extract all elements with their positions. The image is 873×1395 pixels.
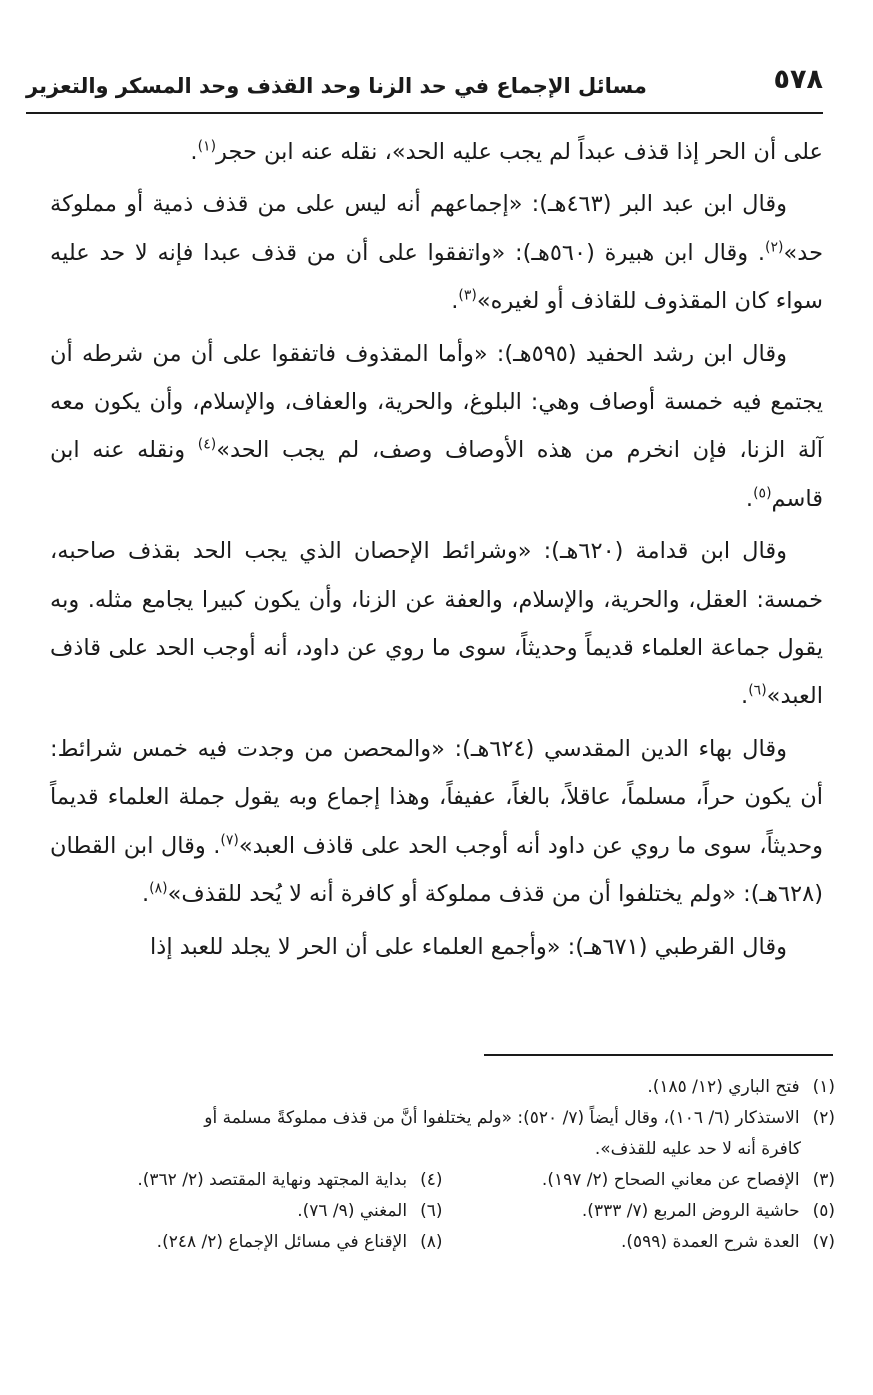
paragraph-text: .: [745, 485, 754, 512]
footnote-text: حاشية الروض المربع (٧/ ٣٣٣).: [581, 1201, 800, 1221]
paragraph-1: [50, 128, 823, 176]
footnote-text: الإفصاح عن معاني الصحاح (٢/ ١٩٧).: [541, 1170, 800, 1190]
paragraph-text: وقال ابن قدامة (٦٢٠هـ): «وشرائط الإحصان الذي يجب الحد بقذف صاحبه، خمسة: العقل، والحرية، والإسلام، والعفة عن الزنا، وأن يكون كبيرا يجامع مثله. وبه يقول جماعة العلماء قديماً وحديثاً، سوى ما روي عن داود، أنه أوجب الحد على قاذف العبد»: [50, 538, 823, 710]
footnote-7: [443, 1227, 836, 1258]
footnote-3: [443, 1165, 836, 1196]
footnote-row-3-4: [50, 1165, 835, 1196]
footnote-1: [50, 1072, 835, 1103]
paragraph-text: وقال بهاء الدين المقدسي (٦٢٤هـ): «والمحصن من وجدت فيه خمس شرائط: أن يكون حراً، مسلماً، عاقلاً، بالغاً، عفيفاً، وهذا إجماع وبه يقول جملة العلماء قديماً وحديثاً، سوى ما روي عن داود أنه أوجب الحد على قاذف العبد»: [50, 735, 823, 859]
footnote-row-5-6: [50, 1196, 835, 1227]
footnote-ref: (٤): [197, 436, 217, 453]
page-number: ٥٧٨: [773, 64, 823, 95]
footnote-text: الاستذكار (٦/ ١٠٦)، وقال أيضاً (٧/ ٥٢٠): «ولم يختلفوا أنَّ من قذف مملوكةً مسلمة أو: [204, 1108, 800, 1128]
footnote-ref: (٥): [753, 485, 772, 502]
footnote-ref: (١): [197, 138, 217, 155]
paragraph-6: [50, 923, 823, 971]
footnotes: [50, 1072, 835, 1258]
paragraph-4: [50, 527, 823, 721]
footnote-number: (٨): [420, 1232, 443, 1252]
footnote-ref: (٦): [748, 682, 767, 699]
footnote-text: كافرة أنه لا حد عليه للقذف».: [594, 1139, 801, 1159]
footnote-number: (٢): [812, 1108, 835, 1128]
paragraph-text: وقال ابن رشد الحفيد (٥٩٥هـ): «وأما المقذوف فاتفقوا على أن من شرطه أن يجتمع فيه خمسة أوصاف وهي: البلوغ، والحرية، والعفاف، والإسلام، وأن يكون معه آلة الزنا، فإن انخرم من هذه الأوصاف وصف، لم يجب الحد»: [50, 340, 823, 464]
footnote-number: (٧): [812, 1232, 835, 1252]
footnote-4: [50, 1165, 443, 1196]
footnote-text: المغني (٩/ ٧٦).: [297, 1201, 408, 1221]
footnote-text: فتح الباري (١٢/ ١٨٥).: [647, 1077, 800, 1097]
paragraph-text: على أن الحر إذا قذف عبداً لم يجب عليه الحد»، نقله عنه ابن حجر: [216, 139, 823, 165]
paragraph-text: .: [190, 139, 198, 165]
paragraph-text: .: [451, 288, 459, 315]
paragraph-2: [50, 180, 823, 325]
footnote-number: (١): [812, 1077, 835, 1097]
running-title: مسائل الإجماع في حد الزنا وحد القذف وحد المسكر والتعزير: [26, 74, 647, 98]
paragraph-text: .: [741, 683, 749, 710]
paragraph-text: وقال القرطبي (٦٧١هـ): «وأجمع العلماء على أن الحر لا يجلد للعبد إذا: [150, 933, 787, 960]
paragraph-5: [50, 725, 823, 919]
paragraph-text: وقال ابن عبد البر (٤٦٣هـ): «إجماعهم أنه ليس على من قذف ذمية أو مملوكة حد»: [50, 191, 823, 266]
footnote-2: [50, 1103, 835, 1134]
footnote-text: بداية المجتهد ونهاية المقتصد (٢/ ٣٦٢).: [137, 1170, 408, 1190]
paragraph-text: .: [141, 881, 150, 908]
main-text: [50, 128, 823, 971]
footnote-ref: (٧): [220, 832, 239, 849]
paragraph-text: . وقال ابن القطان (٦٢٨هـ): «ولم يختلفوا أن من قذف مملوكة أو كافرة أنه لا يُحد للقذف»: [50, 832, 823, 908]
footnote-row-7-8: [50, 1227, 835, 1258]
page-header: [26, 60, 823, 110]
footnote-separator: [484, 1054, 833, 1056]
footnote-number: (٤): [420, 1170, 443, 1190]
paragraph-3: [50, 330, 823, 524]
paragraph-text: ونقله عنه ابن قاسم: [50, 437, 823, 512]
footnote-number: (٥): [812, 1201, 835, 1221]
footnote-text: الإقناع في مسائل الإجماع (٢/ ٢٤٨).: [156, 1232, 408, 1252]
footnote-ref: (٨): [149, 880, 168, 897]
footnote-ref: (٢): [765, 239, 784, 256]
footnote-5: [443, 1196, 836, 1227]
footnote-6: [50, 1196, 443, 1227]
paragraph-text: . وقال ابن هبيرة (٥٦٠هـ): «واتفقوا على أن من قذف عبدا فإنه لا حد عليه سواء كان المقذوف للقاذف أو لغيره»: [50, 239, 823, 315]
footnote-text: العدة شرح العمدة (٥٩٩).: [621, 1232, 800, 1252]
footnote-2-continuation: [50, 1134, 835, 1165]
footnote-number: (٦): [420, 1201, 443, 1221]
header-rule: [26, 112, 823, 114]
footnote-ref: (٣): [458, 287, 477, 304]
footnote-8: [50, 1227, 443, 1258]
footnote-number: (٣): [812, 1170, 835, 1190]
